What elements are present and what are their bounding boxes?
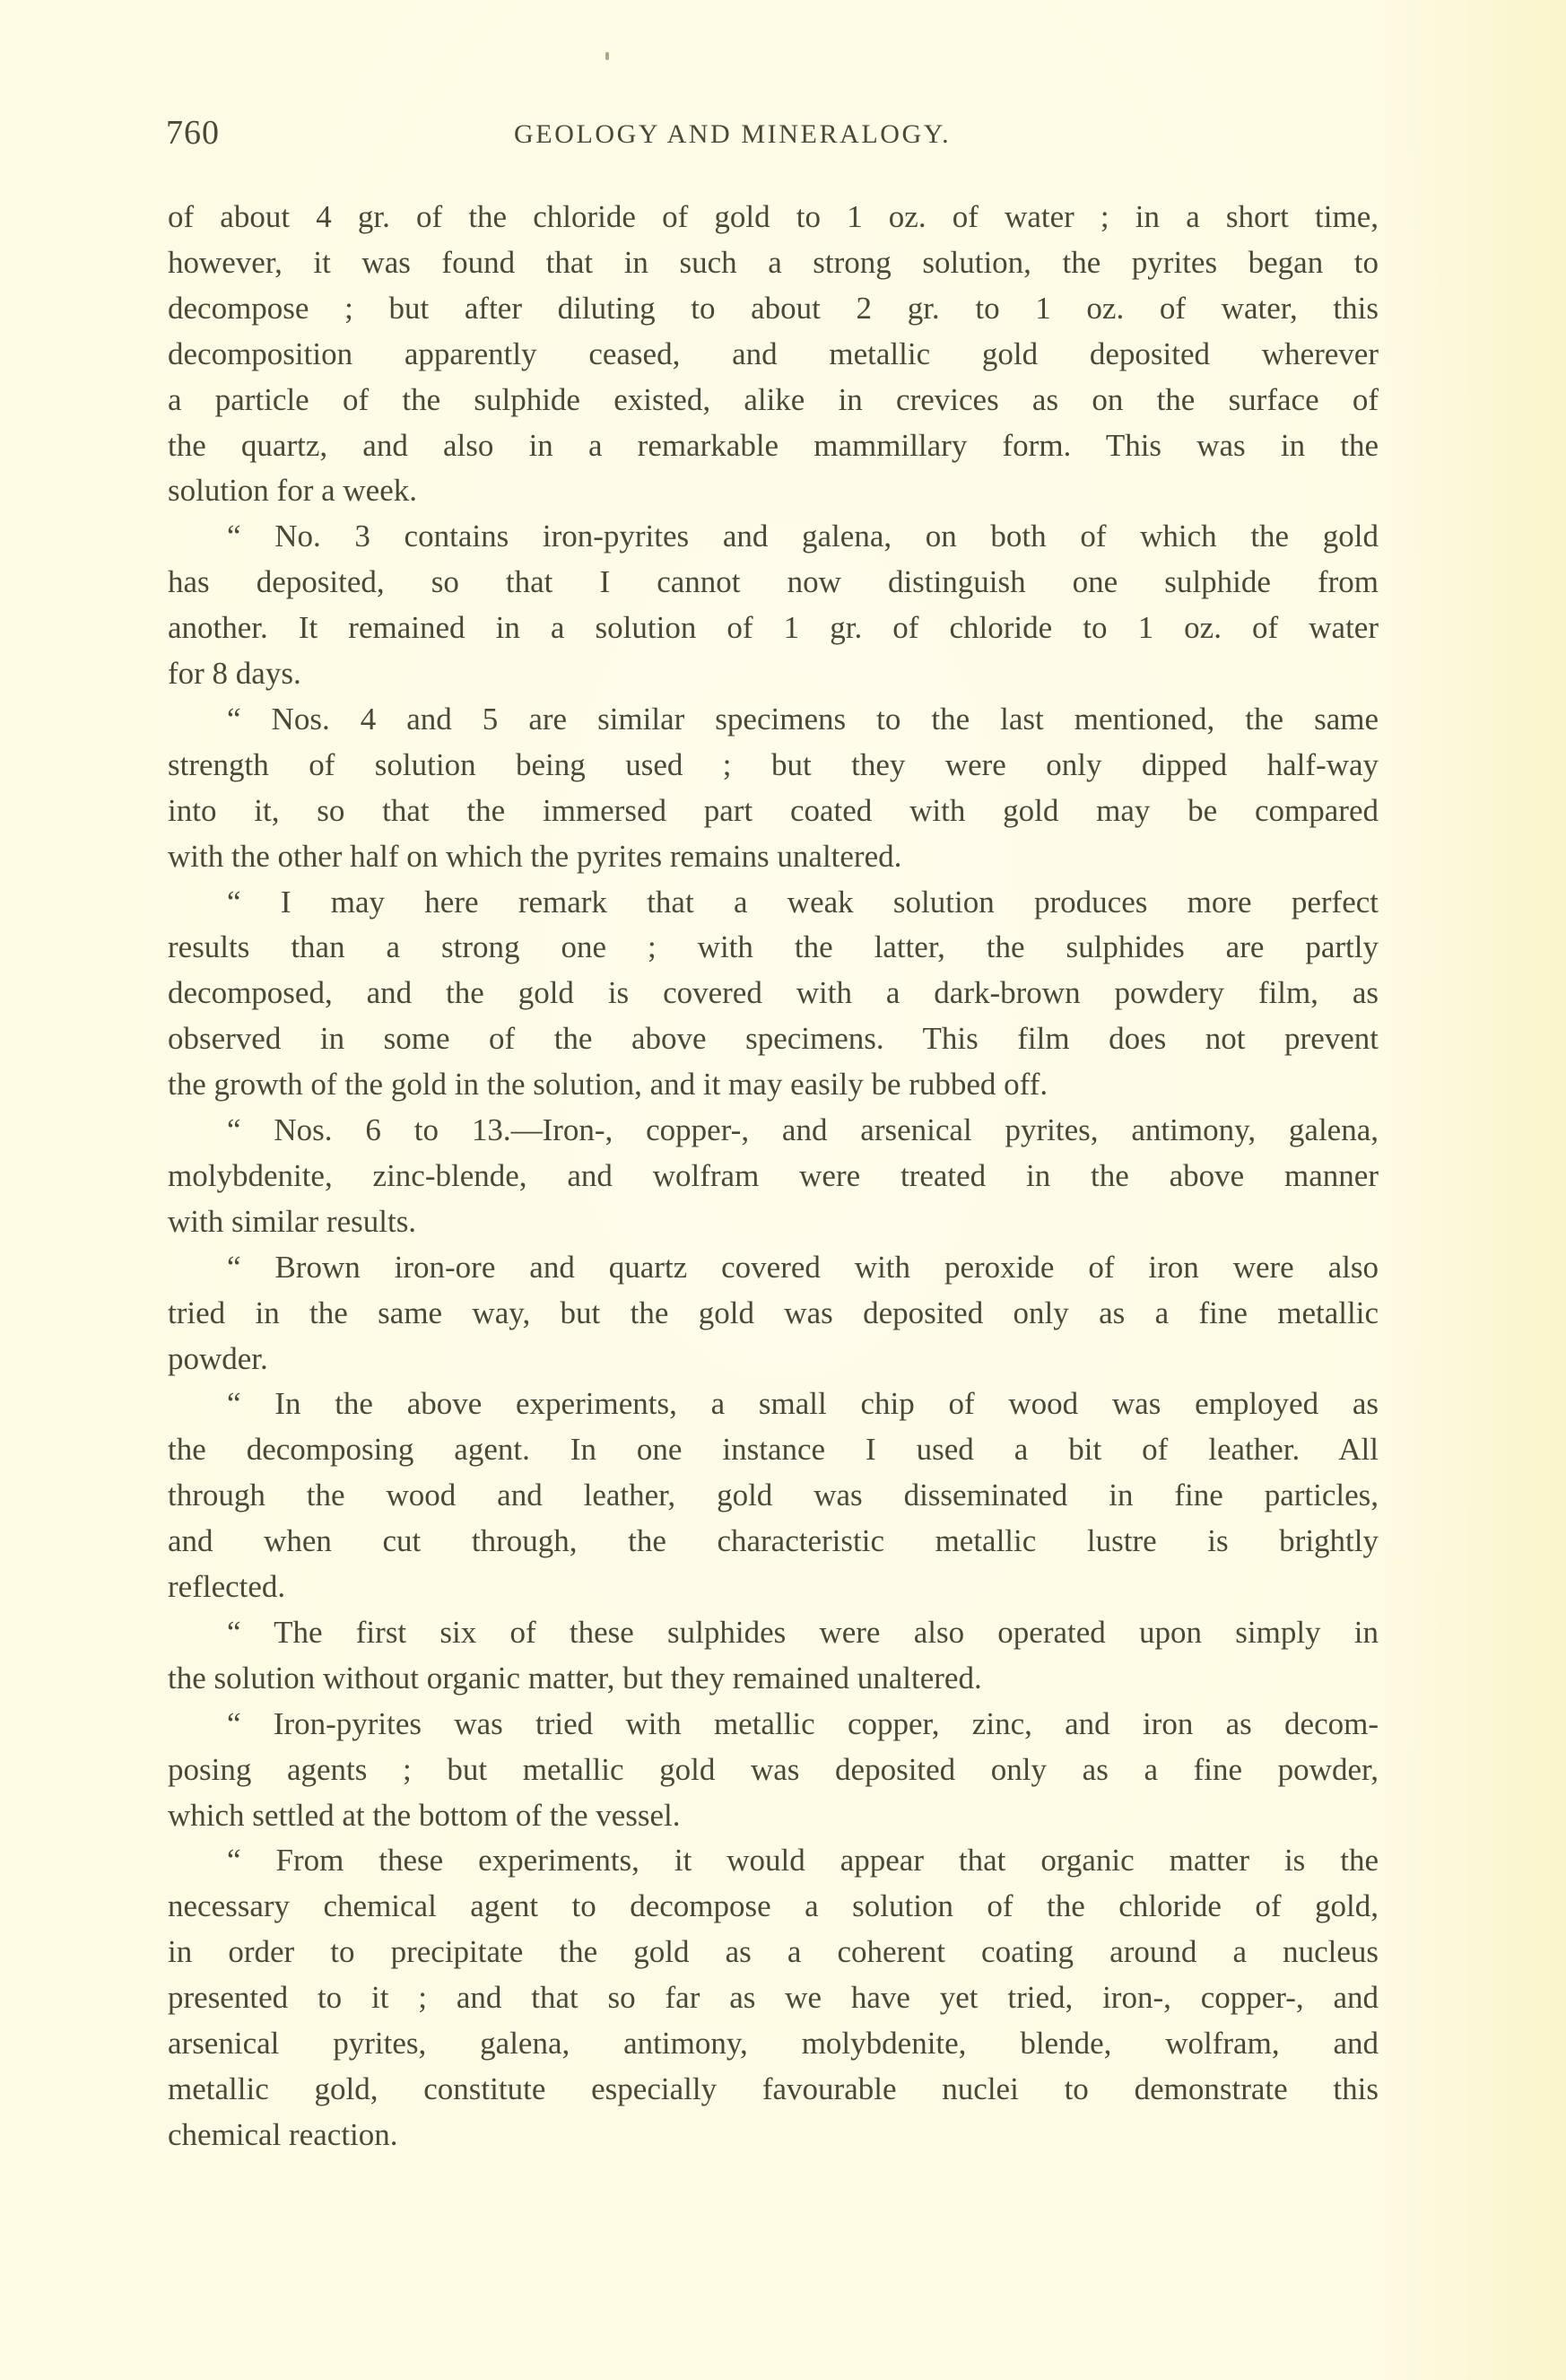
text-line: necessary chemical agent to decompose a solution of the chloride of gold, [168,1888,1379,1924]
text-line: molybdenite, zinc-blende, and wolfram were treated in the above manner [168,1157,1379,1193]
paragraph-first-line: “ Iron-pyrites was tried with metallic copper, zinc, and iron as decom- [227,1705,1379,1741]
text-line: solution for a week. [168,473,417,509]
text-line: decompose ; but after diluting to about 2 gr. to 1 oz. of water, this [168,290,1379,326]
paragraph-first-line: “ No. 3 contains iron-pyrites and galena, on both of which the gold [227,519,1379,554]
text-line: and when cut through, the characteristic metallic lustre is brightly [168,1523,1379,1559]
text-line: decomposition apparently ceased, and metallic gold deposited wherever [168,336,1379,371]
text-line: for 8 days. [168,656,301,691]
text-line: with similar results. [168,1203,417,1239]
paragraph-first-line: “ The first six of these sulphides were also operated upon simply in [227,1614,1379,1650]
page-number: 760 [166,114,220,152]
running-title: GEOLOGY AND MINERALOGY. [514,119,952,149]
text-line: posing agents ; but metallic gold was deposited only as a fine powder, [168,1751,1379,1787]
text-line: has deposited, so that I cannot now distinguish one sulphide from [168,564,1379,600]
text-line: reflected. [168,1569,286,1604]
text-line: however, it was found that in such a strong solution, the pyrites began to [168,244,1379,280]
text-line: in order to precipitate the gold as a coherent coating around a nucleus [168,1934,1379,1970]
text-line: which settled at the bottom of the vessel. [168,1797,681,1833]
paper-speck [605,52,609,60]
text-line: another. It remained in a solution of 1 gr. of chloride to 1 oz. of water [168,610,1379,646]
running-head [0,113,1566,153]
text-line: powder. [168,1340,268,1376]
text-line: strength of solution being used ; but they were only dipped half-way [168,746,1379,782]
text-line: tried in the same way, but the gold was deposited only as a fine metallic [168,1295,1379,1330]
text-line: of about 4 gr. of the chloride of gold to 1 oz. of water ; in a short time, [168,199,1379,234]
text-line: with the other half on which the pyrites remains unaltered. [168,838,902,874]
text-line: the quartz, and also in a remarkable mammillary form. This was in the [168,427,1379,463]
text-line: metallic gold, constitute especially favourable nuclei to demonstrate this [168,2071,1379,2106]
text-line: observed in some of the above specimens. This film does not prevent [168,1021,1379,1057]
text-line: presented to it ; and that so far as we have yet tried, iron-, copper-, and [168,1980,1379,2016]
text-line: into it, so that the immersed part coated with gold may be compared [168,792,1379,828]
paragraph-first-line: “ In the above experiments, a small chip of wood was employed as [227,1386,1379,1422]
text-line: chemical reaction. [168,2116,398,2152]
text-line: decomposed, and the gold is covered with a dark-brown powdery film, as [168,975,1379,1011]
text-line: results than a strong one ; with the latter, the sulphides are partly [168,929,1379,965]
paragraph-first-line: “ I may here remark that a weak solution produces more perfect [227,884,1379,920]
paragraph-first-line: “ From these experiments, it would appear that organic matter is the [227,1843,1379,1879]
text-line: through the wood and leather, gold was disseminated in fine particles, [168,1478,1379,1513]
text-line: the solution without organic matter, but they remained unaltered. [168,1660,982,1696]
paragraph-first-line: “ Nos. 6 to 13.—Iron-, copper-, and arsenical pyrites, antimony, galena, [227,1112,1379,1147]
text-line: arsenical pyrites, galena, antimony, molybdenite, blende, wolfram, and [168,2026,1379,2061]
text-line: the growth of the gold in the solution, and it may easily be rubbed off. [168,1067,1048,1103]
paragraph-first-line: “ Brown iron-ore and quartz covered with peroxide of iron were also [227,1249,1379,1285]
text-line: a particle of the sulphide existed, alike in crevices as on the surface of [168,381,1379,417]
text-line: the decomposing agent. In one instance I used a bit of leather. All [168,1432,1379,1468]
paragraph-first-line: “ Nos. 4 and 5 are similar specimens to the last mentioned, the same [227,701,1379,737]
